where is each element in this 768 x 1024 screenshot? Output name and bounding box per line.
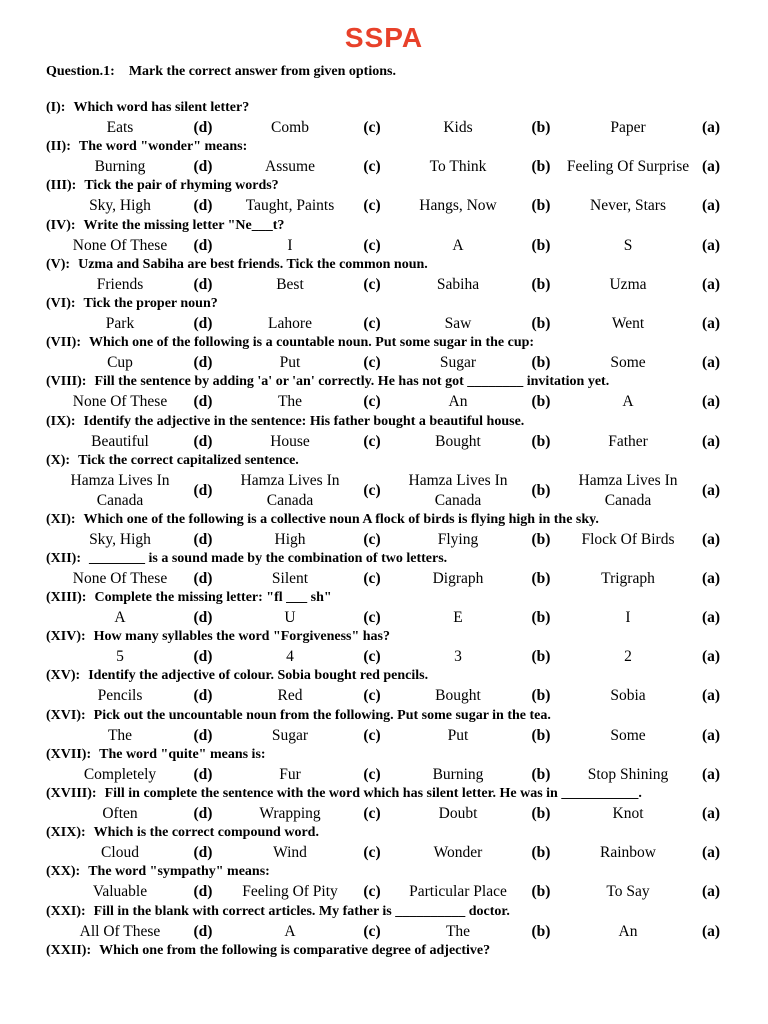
question-instruction: Mark the correct answer from given options. [128, 64, 396, 79]
question-text [46, 99, 249, 116]
question-roman-number: (XVII): [46, 746, 92, 762]
option-letter: (c) [363, 883, 381, 901]
answer-option[interactable]: Burning [432, 765, 484, 783]
answer-option[interactable]: Digraph [432, 569, 484, 587]
option-letter: (c) [363, 432, 381, 450]
option-letter: (a) [701, 687, 721, 705]
option-letter: (d) [193, 354, 213, 372]
options-row [0, 157, 768, 177]
question-text [46, 707, 551, 724]
question-item [0, 942, 768, 981]
option-letter: (b) [531, 236, 551, 254]
answer-option[interactable]: The [445, 922, 471, 940]
answer-option[interactable]: Red [277, 687, 303, 705]
answer-option[interactable]: I [287, 236, 293, 254]
question-item [0, 824, 768, 863]
question-roman-number: (I): [46, 100, 66, 115]
answer-option[interactable]: Often [102, 805, 138, 822]
option-letter: (c) [363, 275, 381, 293]
answer-option[interactable]: Flock Of Birds [581, 530, 675, 548]
options-row [0, 471, 768, 511]
question-item [0, 138, 768, 177]
option-letter: (a) [701, 569, 721, 587]
answer-option[interactable]: U [284, 609, 296, 627]
question-text [46, 217, 284, 234]
answer-option[interactable]: Sky, High [89, 197, 151, 215]
question-text [46, 942, 490, 959]
question-text [46, 256, 428, 273]
answer-option[interactable]: An [618, 922, 638, 940]
answer-option[interactable]: Comb [271, 119, 309, 136]
question-roman-number: (IV): [46, 217, 76, 233]
options-row [0, 353, 768, 373]
answer-option[interactable]: None Of These [72, 393, 168, 411]
answer-option[interactable]: Hamza Lives In Canada [70, 471, 170, 509]
answer-option[interactable]: A [114, 609, 126, 627]
options-row [0, 882, 768, 902]
answer-option[interactable]: Sugar [439, 354, 477, 372]
question-text [46, 589, 332, 606]
question-text [46, 746, 266, 763]
answer-option[interactable]: Park [105, 314, 135, 332]
option-letter: (a) [701, 530, 721, 548]
option-letter: (d) [193, 530, 213, 548]
answer-option[interactable]: Kids [443, 119, 473, 136]
option-letter: (d) [193, 922, 213, 940]
answer-option[interactable]: The [277, 393, 303, 411]
answer-option[interactable]: To Say [606, 883, 650, 901]
answer-option[interactable]: 4 [286, 648, 294, 666]
option-letter: (b) [531, 481, 551, 499]
option-letter: (c) [363, 609, 381, 627]
answer-option[interactable]: Completely [83, 765, 157, 783]
sspa-logo: SSPA [344, 22, 424, 53]
answer-option[interactable]: Put [447, 726, 469, 744]
question-text [46, 785, 642, 802]
question-prompt: The word "sympathy" means: [88, 864, 270, 880]
option-letter: (c) [363, 481, 381, 499]
question-text [46, 177, 279, 194]
question-item [0, 334, 768, 373]
option-letter: (a) [701, 609, 721, 627]
question-prompt: Which is the correct compound word. [93, 825, 319, 841]
answer-option[interactable]: Stop Shining [587, 765, 669, 783]
question-text [46, 511, 599, 528]
question-roman-number: (II): [46, 139, 71, 155]
question-roman-number: (VI): [46, 295, 76, 311]
options-row [0, 922, 768, 942]
option-letter: (b) [531, 648, 551, 666]
option-letter: (a) [701, 765, 721, 783]
answer-option[interactable]: S [623, 236, 633, 254]
option-letter: (a) [701, 648, 721, 666]
answer-option[interactable]: The [107, 726, 133, 744]
answer-option[interactable]: Pencils [97, 687, 143, 705]
option-letter: (c) [363, 158, 381, 176]
answer-option[interactable]: Eats [106, 119, 134, 136]
option-letter: (a) [701, 314, 721, 332]
question-text [46, 903, 510, 920]
option-letter: (b) [531, 922, 551, 940]
answer-option[interactable]: Some [610, 726, 646, 744]
question-prompt: Tick the pair of rhyming words? [84, 178, 279, 194]
answer-option[interactable]: Particular Place [409, 883, 507, 901]
option-letter: (d) [193, 393, 213, 411]
option-letter: (a) [701, 805, 721, 822]
answer-option[interactable]: Sabiha [436, 275, 480, 293]
question-roman-number: (IX): [46, 413, 76, 429]
option-letter: (d) [193, 236, 213, 254]
options-row [0, 804, 768, 824]
option-letter: (d) [193, 805, 213, 822]
option-letter: (a) [701, 119, 721, 136]
option-letter: (b) [531, 844, 551, 862]
options-row [0, 765, 768, 785]
answer-option[interactable]: None Of These [72, 569, 168, 587]
options-row [0, 236, 768, 256]
option-letter: (b) [531, 765, 551, 783]
question-prompt: Uzma and Sabiha are best friends. Tick the common noun. [78, 256, 428, 272]
options-row [0, 686, 768, 706]
option-letter: (c) [363, 648, 381, 666]
option-letter: (c) [363, 530, 381, 548]
question-roman-number: (VIII): [46, 374, 87, 390]
answer-option[interactable]: To Think [429, 158, 487, 176]
question-prompt: The word "quite" means is: [99, 746, 266, 762]
option-letter: (c) [363, 569, 381, 587]
answer-option[interactable]: Cup [107, 354, 133, 372]
question-roman-number: (XVI): [46, 707, 86, 723]
answer-option[interactable]: Beautiful [91, 432, 149, 450]
option-letter: (c) [363, 354, 381, 372]
answer-option[interactable]: Knot [612, 805, 644, 822]
options-row [0, 726, 768, 746]
question-item [0, 746, 768, 785]
option-letter: (d) [193, 119, 213, 136]
question-roman-number: (XI): [46, 511, 76, 527]
option-letter: (a) [701, 158, 721, 176]
option-letter: (b) [531, 275, 551, 293]
question-item [0, 177, 768, 216]
question-prompt: The word "wonder" means: [78, 139, 248, 155]
answer-option[interactable]: A [452, 236, 464, 254]
question-item [0, 256, 768, 295]
question-text [46, 550, 447, 567]
answer-option[interactable]: Silent [271, 569, 309, 587]
question-prompt: Fill the sentence by adding 'a' or 'an' correctly. He has not got ________ invitation yet. [94, 374, 610, 390]
answer-option[interactable]: High [274, 530, 306, 548]
question-item [0, 452, 768, 511]
answer-option[interactable]: I [625, 609, 631, 627]
option-letter: (d) [193, 726, 213, 744]
question-roman-number: (XIII): [46, 590, 87, 606]
option-letter: (b) [531, 432, 551, 450]
answer-option[interactable]: 3 [454, 648, 462, 666]
option-letter: (c) [363, 314, 381, 332]
option-letter: (c) [363, 687, 381, 705]
question-item [0, 511, 768, 550]
answer-option[interactable]: Hamza Lives In Canada [408, 471, 508, 509]
option-letter: (b) [531, 314, 551, 332]
question-heading [46, 64, 396, 80]
option-letter: (d) [193, 158, 213, 176]
question-item [0, 373, 768, 412]
option-letter: (b) [531, 158, 551, 176]
question-text [46, 334, 534, 351]
answer-option[interactable]: Friends [96, 275, 144, 293]
options-row [0, 392, 768, 412]
question-prompt: Which one from the following is comparative degree of adjective? [99, 942, 491, 958]
question-item [0, 550, 768, 589]
option-letter: (d) [193, 481, 213, 499]
options-row [0, 432, 768, 452]
question-roman-number: (XV): [46, 668, 81, 684]
question-roman-number: (III): [46, 178, 77, 194]
question-roman-number: (X): [46, 452, 71, 468]
answer-option[interactable]: Bought [435, 432, 481, 450]
question-text [46, 373, 609, 390]
option-letter: (c) [363, 393, 381, 411]
option-letter: (c) [363, 844, 381, 862]
answer-option[interactable]: Hamza Lives In Canada [240, 471, 340, 509]
option-letter: (a) [701, 481, 721, 499]
options-row [0, 647, 768, 667]
answer-option[interactable]: Taught, Paints [245, 197, 335, 215]
question-item [0, 413, 768, 452]
answer-option[interactable]: Went [611, 314, 645, 332]
options-row [0, 314, 768, 334]
options-row [0, 843, 768, 863]
answer-option[interactable]: Uzma [609, 275, 647, 293]
option-letter: (d) [193, 569, 213, 587]
options-row [0, 118, 768, 138]
question-text [46, 824, 319, 841]
option-letter: (c) [363, 765, 381, 783]
option-letter: (a) [701, 275, 721, 293]
option-letter: (d) [193, 765, 213, 783]
question-roman-number: (XVIII): [46, 786, 97, 801]
option-letter: (d) [193, 432, 213, 450]
question-item [0, 863, 768, 902]
option-letter: (b) [531, 119, 551, 136]
answer-option[interactable]: Put [279, 354, 301, 372]
question-prompt: ________ is a sound made by the combination of two letters. [89, 550, 448, 566]
question-text [46, 295, 218, 312]
question-number: Question.1: [46, 64, 115, 79]
options-row [0, 569, 768, 589]
answer-option[interactable]: House [270, 432, 310, 450]
option-letter: (a) [701, 197, 721, 215]
answer-option[interactable]: Burning [94, 158, 146, 176]
answer-option[interactable]: Wind [273, 844, 307, 862]
answer-option[interactable]: Sobia [610, 687, 646, 705]
answer-option[interactable]: Rainbow [600, 844, 656, 862]
question-item [0, 99, 768, 138]
question-prompt: Identify the adjective of colour. Sobia bought red pencils. [88, 668, 429, 684]
question-prompt: Tick the proper noun? [83, 295, 218, 311]
option-letter: (c) [363, 805, 381, 822]
option-letter: (c) [363, 726, 381, 744]
answer-option[interactable]: Trigraph [601, 569, 655, 587]
answer-option[interactable]: A [622, 393, 634, 411]
option-letter: (c) [363, 119, 381, 136]
answer-option[interactable]: Cloud [101, 844, 139, 862]
answer-option[interactable]: An [448, 393, 468, 411]
option-letter: (a) [701, 922, 721, 940]
question-text [46, 413, 524, 430]
question-text [46, 863, 270, 880]
option-letter: (d) [193, 883, 213, 901]
question-prompt: Tick the correct capitalized sentence. [78, 452, 299, 468]
question-item [0, 589, 768, 628]
question-item [0, 707, 768, 746]
question-item [0, 217, 768, 256]
answer-option[interactable]: Hangs, Now [419, 197, 497, 215]
question-prompt: Which one of the following is a countable noun. Put some sugar in the cup: [89, 335, 535, 351]
answer-option[interactable]: All Of These [79, 922, 161, 940]
options-row [0, 275, 768, 295]
answer-option[interactable]: 5 [116, 648, 124, 666]
option-letter: (b) [531, 726, 551, 744]
answer-option[interactable]: Sugar [271, 726, 309, 744]
answer-option[interactable]: 2 [624, 648, 632, 666]
option-letter: (c) [363, 197, 381, 215]
option-letter: (c) [363, 922, 381, 940]
answer-option[interactable]: Saw [444, 314, 472, 332]
option-letter: (a) [701, 883, 721, 901]
option-letter: (a) [701, 354, 721, 372]
question-roman-number: (XX): [46, 864, 81, 880]
question-prompt: Fill in complete the sentence with the word which has silent letter. He was in ___________. [104, 786, 642, 801]
option-letter: (a) [701, 726, 721, 744]
answer-option[interactable]: Some [610, 354, 646, 372]
options-row [0, 608, 768, 628]
question-prompt: Which one of the following is a collective noun A flock of birds is flying high in the sky. [83, 511, 599, 527]
question-item [0, 295, 768, 334]
question-text [46, 452, 299, 469]
answer-option[interactable]: Lahore [268, 314, 312, 332]
option-letter: (b) [531, 569, 551, 587]
question-prompt: Fill in the blank with correct articles. My father is __________ doctor. [93, 903, 510, 919]
option-letter: (b) [531, 530, 551, 548]
option-letter: (d) [193, 197, 213, 215]
question-prompt: Which word has silent letter? [73, 100, 250, 115]
option-letter: (d) [193, 844, 213, 862]
question-text [46, 667, 428, 684]
answer-option[interactable]: E [453, 609, 463, 627]
option-letter: (b) [531, 393, 551, 411]
question-roman-number: (XXI): [46, 903, 86, 919]
options-row [0, 196, 768, 216]
answer-option[interactable]: Paper [610, 119, 646, 136]
question-roman-number: (V): [46, 256, 71, 272]
question-roman-number: (XXII): [46, 942, 92, 958]
question-prompt: Complete the missing letter: "fl ___ sh" [94, 590, 332, 606]
option-letter: (a) [701, 432, 721, 450]
answer-option[interactable]: Never, Stars [590, 197, 666, 215]
answer-option[interactable]: None Of These [72, 236, 168, 254]
question-roman-number: (XIV): [46, 629, 86, 645]
question-item [0, 628, 768, 667]
option-letter: (b) [531, 687, 551, 705]
option-letter: (b) [531, 609, 551, 627]
question-prompt: Identify the adjective in the sentence: His father bought a beautiful house. [83, 413, 525, 429]
option-letter: (d) [193, 314, 213, 332]
option-letter: (d) [193, 648, 213, 666]
answer-option[interactable]: Valuable [92, 883, 148, 901]
answer-option[interactable]: Flying [437, 530, 479, 548]
answer-option[interactable]: Wonder [433, 844, 483, 862]
question-item [0, 785, 768, 824]
question-prompt: How many syllables the word "Forgiveness" has? [93, 629, 390, 645]
answer-option[interactable]: Fur [279, 765, 301, 783]
answer-option[interactable]: Feeling Of Surprise [566, 158, 690, 176]
answer-option[interactable]: Best [276, 275, 304, 293]
option-letter: (b) [531, 197, 551, 215]
answer-option[interactable]: Bought [435, 687, 481, 705]
question-prompt: Write the missing letter "Ne___t? [83, 217, 285, 233]
answer-option[interactable]: Sky, High [89, 530, 151, 548]
question-prompt: Pick out the uncountable noun from the following. Put some sugar in the tea. [93, 707, 551, 723]
answer-option[interactable]: Father [608, 432, 648, 450]
option-letter: (c) [363, 236, 381, 254]
question-roman-number: (VII): [46, 335, 81, 351]
option-letter: (d) [193, 687, 213, 705]
options-row [0, 530, 768, 550]
question-roman-number: (XIX): [46, 825, 86, 841]
option-letter: (d) [193, 609, 213, 627]
question-item [0, 903, 768, 942]
question-text [46, 138, 247, 155]
option-letter: (d) [193, 275, 213, 293]
answer-option[interactable]: Doubt [438, 805, 478, 822]
question-text [46, 628, 390, 645]
answer-option[interactable]: Assume [265, 158, 315, 176]
question-item [0, 667, 768, 706]
option-letter: (b) [531, 883, 551, 901]
option-letter: (b) [531, 805, 551, 822]
question-roman-number: (XII): [46, 550, 81, 566]
answer-option[interactable]: Feeling Of Pity [242, 883, 338, 901]
option-letter: (b) [531, 354, 551, 372]
answer-option[interactable]: Wrapping [259, 805, 321, 822]
option-letter: (a) [701, 393, 721, 411]
answer-option[interactable]: A [284, 922, 296, 940]
question-list [0, 99, 768, 981]
option-letter: (a) [701, 236, 721, 254]
answer-option[interactable]: Hamza Lives In Canada [578, 471, 678, 509]
option-letter: (a) [701, 844, 721, 862]
